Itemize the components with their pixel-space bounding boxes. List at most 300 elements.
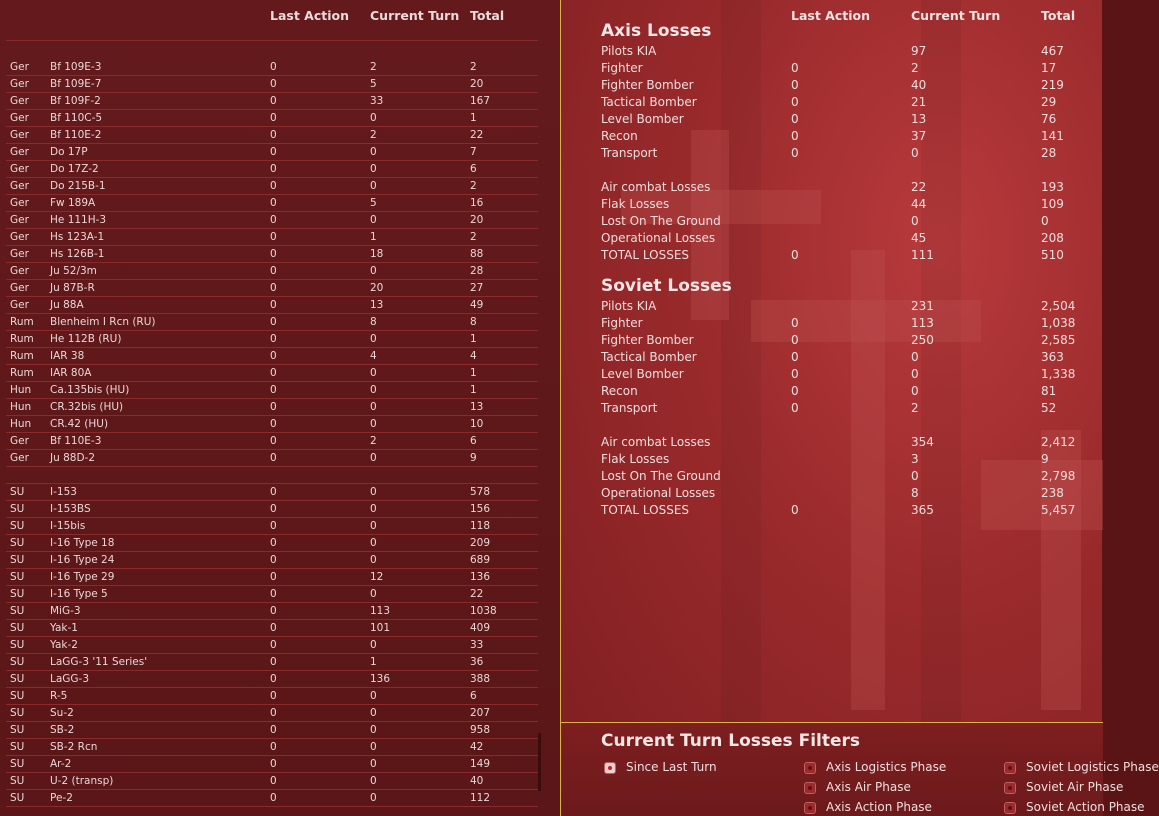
summary-row — [561, 434, 1103, 451]
current-turn-cell: 0 — [370, 384, 377, 396]
last-action-cell: 0 — [270, 639, 277, 651]
radio-button[interactable] — [804, 802, 816, 814]
current-turn-cell: 21 — [911, 95, 927, 109]
aircraft-name-cell: He 112B (RU) — [50, 333, 122, 345]
table-row[interactable] — [6, 279, 538, 297]
total-cell: 149 — [470, 758, 491, 770]
last-action-cell: 0 — [270, 571, 277, 583]
current-turn-cell: 101 — [370, 622, 391, 634]
aircraft-name-cell: Ju 88A — [50, 299, 84, 311]
nationality-cell: Ger — [10, 146, 29, 158]
last-action-cell: 0 — [270, 503, 277, 515]
aircraft-name-cell: Fw 189A — [50, 197, 96, 209]
table-row[interactable] — [6, 296, 538, 314]
aircraft-name-cell: Yak-1 — [50, 622, 78, 634]
current-turn-cell: 354 — [911, 435, 934, 449]
category-label-cell: Fighter — [601, 316, 643, 330]
table-row[interactable] — [6, 415, 538, 433]
current-turn-cell: 37 — [911, 129, 927, 143]
current-turn-cell: 5 — [370, 197, 377, 209]
total-cell: 0 — [1041, 214, 1049, 228]
table-row[interactable] — [6, 568, 538, 586]
current-turn-cell: 22 — [911, 180, 927, 194]
header-current-turn: Current Turn — [911, 8, 1001, 23]
total-cell: 6 — [470, 690, 477, 702]
last-action-cell: 0 — [270, 180, 277, 192]
category-label-cell: TOTAL LOSSES — [601, 248, 690, 262]
nationality-cell: Ger — [10, 180, 29, 192]
category-label-cell: Operational Losses — [601, 231, 716, 245]
summary-row — [561, 94, 1103, 111]
summary-row — [561, 145, 1103, 162]
current-turn-cell: 0 — [370, 112, 377, 124]
total-cell: 510 — [1041, 248, 1064, 262]
current-turn-cell: 2 — [911, 61, 919, 75]
aircraft-name-cell: Bf 109F-2 — [50, 95, 101, 107]
table-row[interactable] — [6, 92, 538, 110]
nationality-cell: Rum — [10, 350, 34, 362]
filter-label: Since Last Turn — [626, 760, 717, 774]
current-turn-cell: 111 — [911, 248, 934, 262]
last-action-cell: 0 — [270, 401, 277, 413]
aircraft-name-cell: He 111H-3 — [50, 214, 107, 226]
aircraft-name-cell: LaGG-3 '11 Series' — [50, 656, 148, 668]
total-cell: 363 — [1041, 350, 1064, 364]
last-action-cell: 0 — [270, 588, 277, 600]
last-action-cell: 0 — [270, 197, 277, 209]
current-turn-cell: 0 — [370, 639, 377, 651]
last-action-cell: 0 — [270, 231, 277, 243]
category-label-cell: Level Bomber — [601, 367, 684, 381]
total-cell: 1 — [470, 112, 477, 124]
aircraft-name-cell: Bf 110C-5 — [50, 112, 103, 124]
last-action-cell: 0 — [270, 775, 277, 787]
current-turn-cell: 0 — [370, 724, 377, 736]
summary-row — [561, 128, 1103, 145]
table-row[interactable] — [6, 653, 538, 671]
nationality-cell: SU — [10, 537, 25, 549]
total-cell: 2,412 — [1041, 435, 1076, 449]
total-cell: 238 — [1041, 486, 1064, 500]
total-cell: 33 — [470, 639, 484, 651]
current-turn-cell: 0 — [370, 418, 377, 430]
aircraft-name-cell: Do 17Z-2 — [50, 163, 99, 175]
summary-row — [561, 111, 1103, 128]
last-action-cell: 0 — [270, 350, 277, 362]
last-action-cell: 0 — [270, 333, 277, 345]
aircraft-name-cell: Su-2 — [50, 707, 74, 719]
total-cell: 76 — [1041, 112, 1057, 126]
total-cell: 109 — [1041, 197, 1064, 211]
total-cell: 52 — [1041, 401, 1057, 415]
summary-row — [561, 451, 1103, 468]
total-cell: 409 — [470, 622, 491, 634]
aircraft-name-cell: Bf 110E-3 — [50, 435, 102, 447]
total-cell: 42 — [470, 741, 484, 753]
current-turn-cell: 0 — [370, 537, 377, 549]
current-turn-cell: 136 — [370, 673, 391, 685]
summary-row — [561, 468, 1103, 485]
radio-button[interactable] — [604, 762, 616, 774]
current-turn-cell: 0 — [370, 588, 377, 600]
nationality-cell: Hun — [10, 384, 32, 396]
nationality-cell: SU — [10, 758, 25, 770]
radio-button[interactable] — [1004, 762, 1016, 774]
aircraft-name-cell: Bf 109E-7 — [50, 78, 102, 90]
table-row[interactable] — [6, 721, 538, 739]
current-turn-cell: 0 — [370, 503, 377, 515]
table-row[interactable] — [6, 347, 538, 365]
table-row[interactable] — [6, 109, 538, 127]
table-row[interactable] — [6, 398, 538, 416]
nationality-cell: Ger — [10, 265, 29, 277]
total-cell: 28 — [470, 265, 484, 277]
last-action-cell: 0 — [270, 656, 277, 668]
last-action-cell: 0 — [270, 690, 277, 702]
summary-row — [561, 332, 1103, 349]
last-action-cell: 0 — [270, 316, 277, 328]
aircraft-name-cell: IAR 80A — [50, 367, 92, 379]
category-label-cell: Lost On The Ground — [601, 214, 721, 228]
last-action-cell: 0 — [791, 95, 799, 109]
total-cell: 88 — [470, 248, 484, 260]
radio-button[interactable] — [1004, 802, 1016, 814]
table-row[interactable] — [6, 772, 538, 790]
filters-title: Current Turn Losses Filters — [601, 731, 861, 751]
table-row[interactable] — [6, 704, 538, 722]
nationality-cell: Ger — [10, 214, 29, 226]
total-cell: 22 — [470, 129, 484, 141]
aircraft-name-cell: I-16 Type 29 — [50, 571, 115, 583]
total-cell: 207 — [470, 707, 491, 719]
table-row[interactable] — [6, 534, 538, 552]
total-cell: 13 — [470, 401, 484, 413]
current-turn-cell: 0 — [370, 707, 377, 719]
nationality-cell: SU — [10, 741, 25, 753]
aircraft-name-cell: Bf 110E-2 — [50, 129, 102, 141]
table-row[interactable] — [6, 636, 538, 654]
current-turn-cell: 0 — [370, 554, 377, 566]
aircraft-name-cell: Ar-2 — [50, 758, 72, 770]
aircraft-name-cell: R-5 — [50, 690, 68, 702]
nationality-cell: SU — [10, 656, 25, 668]
category-label-cell: Flak Losses — [601, 197, 670, 211]
total-cell: 1,038 — [1041, 316, 1076, 330]
current-turn-cell: 231 — [911, 299, 934, 313]
category-label-cell: Pilots KIA — [601, 299, 657, 313]
radio-button[interactable] — [804, 782, 816, 794]
nationality-cell: Ger — [10, 435, 29, 447]
table-row[interactable] — [6, 517, 538, 535]
table-row[interactable] — [6, 262, 538, 280]
nationality-cell: SU — [10, 520, 25, 532]
total-cell: 16 — [470, 197, 484, 209]
category-label-cell: Level Bomber — [601, 112, 684, 126]
total-cell: 36 — [470, 656, 484, 668]
nationality-cell: Rum — [10, 367, 34, 379]
last-action-cell: 0 — [270, 486, 277, 498]
aircraft-name-cell: MiG-3 — [50, 605, 81, 617]
current-turn-cell: 8 — [370, 316, 377, 328]
total-cell: 112 — [470, 792, 491, 804]
table-row[interactable] — [6, 381, 538, 399]
last-action-cell: 0 — [791, 129, 799, 143]
summary-row — [561, 196, 1103, 213]
current-turn-cell: 0 — [370, 520, 377, 532]
current-turn-cell: 0 — [370, 452, 377, 464]
aircraft-name-cell: Yak-2 — [50, 639, 78, 651]
total-cell: 578 — [470, 486, 491, 498]
last-action-cell: 0 — [270, 78, 277, 90]
last-action-cell: 0 — [270, 214, 277, 226]
last-action-cell: 0 — [270, 622, 277, 634]
last-action-cell: 0 — [791, 384, 799, 398]
aircraft-name-cell: Ju 88D-2 — [50, 452, 96, 464]
last-action-cell: 0 — [791, 350, 799, 364]
total-cell: 209 — [470, 537, 491, 549]
current-turn-cell: 0 — [370, 401, 377, 413]
aircraft-name-cell: Do 215B-1 — [50, 180, 106, 192]
aircraft-name-cell: IAR 38 — [50, 350, 85, 362]
last-action-cell: 0 — [270, 282, 277, 294]
last-action-cell: 0 — [791, 146, 799, 160]
last-action-cell: 0 — [270, 146, 277, 158]
nationality-cell: Ger — [10, 452, 29, 464]
last-action-cell: 0 — [270, 418, 277, 430]
table-row[interactable] — [6, 602, 538, 620]
table-row[interactable] — [6, 245, 538, 263]
category-label-cell: Tactical Bomber — [601, 350, 697, 364]
last-action-cell: 0 — [270, 248, 277, 260]
table-row[interactable] — [6, 313, 538, 331]
last-action-cell: 0 — [270, 741, 277, 753]
last-action-cell: 0 — [270, 163, 277, 175]
last-action-cell: 0 — [270, 61, 277, 73]
current-turn-cell: 2 — [911, 401, 919, 415]
total-cell: 388 — [470, 673, 491, 685]
category-label-cell: Air combat Losses — [601, 435, 711, 449]
current-turn-cell: 365 — [911, 503, 934, 517]
total-cell: 5,457 — [1041, 503, 1076, 517]
category-label-cell: Fighter — [601, 61, 643, 75]
filter-label: Axis Air Phase — [826, 780, 911, 794]
nationality-cell: Ger — [10, 163, 29, 175]
total-cell: 49 — [470, 299, 484, 311]
current-turn-cell: 0 — [911, 469, 919, 483]
last-action-cell: 0 — [270, 299, 277, 311]
table-row[interactable] — [6, 177, 538, 195]
table-row[interactable] — [6, 194, 538, 212]
total-cell: 6 — [470, 435, 477, 447]
aircraft-name-cell: SB-2 — [50, 724, 75, 736]
aircraft-name-cell: Hs 123A-1 — [50, 231, 105, 243]
nationality-cell: Ger — [10, 78, 29, 90]
category-label-cell: Transport — [601, 146, 658, 160]
last-action-cell: 0 — [270, 707, 277, 719]
last-action-cell: 0 — [270, 554, 277, 566]
nationality-cell: SU — [10, 588, 25, 600]
nationality-cell: Ger — [10, 112, 29, 124]
table-row[interactable] — [6, 619, 538, 637]
total-cell: 167 — [470, 95, 491, 107]
last-action-cell: 0 — [791, 61, 799, 75]
table-row[interactable] — [6, 670, 538, 688]
nationality-cell: Ger — [10, 197, 29, 209]
aircraft-name-cell: U-2 (transp) — [50, 775, 114, 787]
total-cell: 81 — [1041, 384, 1057, 398]
last-action-cell: 0 — [270, 265, 277, 277]
table-row[interactable] — [6, 449, 538, 467]
nationality-cell: SU — [10, 605, 25, 617]
total-cell: 2 — [470, 61, 477, 73]
total-cell: 1 — [470, 384, 477, 396]
summary-row — [561, 366, 1103, 383]
header-current-turn: Current Turn — [370, 8, 460, 23]
table-row[interactable] — [6, 126, 538, 144]
category-label-cell: Transport — [601, 401, 658, 415]
nationality-cell: Hun — [10, 418, 32, 430]
total-cell: 136 — [470, 571, 491, 583]
summary-row — [561, 349, 1103, 366]
current-turn-cell: 13 — [370, 299, 384, 311]
category-label-cell: Fighter Bomber — [601, 78, 694, 92]
total-cell: 28 — [1041, 146, 1057, 160]
category-label-cell: Air combat Losses — [601, 180, 711, 194]
section-divider — [6, 483, 538, 484]
current-turn-cell: 0 — [370, 333, 377, 345]
aircraft-name-cell: Pe-2 — [50, 792, 73, 804]
last-action-cell: 0 — [270, 673, 277, 685]
table-row[interactable] — [6, 330, 538, 348]
nationality-cell: SU — [10, 792, 25, 804]
table-row[interactable] — [6, 755, 538, 773]
axis-losses-title: Axis Losses — [601, 21, 712, 41]
current-turn-cell: 33 — [370, 95, 384, 107]
last-action-cell: 0 — [791, 367, 799, 381]
total-cell: 208 — [1041, 231, 1064, 245]
table-row[interactable] — [6, 75, 538, 93]
current-turn-cell: 0 — [370, 146, 377, 158]
current-turn-cell: 40 — [911, 78, 927, 92]
total-cell: 20 — [470, 214, 484, 226]
current-turn-cell: 113 — [911, 316, 934, 330]
last-action-cell: 0 — [270, 724, 277, 736]
category-label-cell: Fighter Bomber — [601, 333, 694, 347]
radio-button[interactable] — [1004, 782, 1016, 794]
current-turn-cell: 12 — [370, 571, 384, 583]
last-action-cell: 0 — [270, 605, 277, 617]
aircraft-name-cell: Ju 52/3m — [50, 265, 97, 277]
table-row[interactable] — [6, 211, 538, 229]
last-action-cell: 0 — [270, 129, 277, 141]
filter-label: Axis Action Phase — [826, 800, 932, 814]
current-turn-cell: 0 — [370, 214, 377, 226]
total-cell: 6 — [470, 163, 477, 175]
last-action-cell: 0 — [270, 112, 277, 124]
total-cell: 8 — [470, 316, 477, 328]
table-row[interactable] — [6, 58, 538, 76]
aircraft-name-cell: Ca.135bis (HU) — [50, 384, 130, 396]
total-cell: 193 — [1041, 180, 1064, 194]
soviet-losses-title: Soviet Losses — [601, 276, 732, 296]
category-label-cell: Recon — [601, 384, 638, 398]
table-row[interactable] — [6, 160, 538, 178]
category-label-cell: Operational Losses — [601, 486, 716, 500]
last-action-cell: 0 — [270, 384, 277, 396]
aircraft-name-cell: Blenheim I Rcn (RU) — [50, 316, 156, 328]
current-turn-cell: 2 — [370, 435, 377, 447]
scrollbar[interactable] — [538, 733, 541, 791]
nationality-cell: Ger — [10, 129, 29, 141]
header-total: Total — [1041, 8, 1076, 23]
total-cell: 2 — [470, 180, 477, 192]
table-row[interactable] — [6, 143, 538, 161]
header-total: Total — [470, 8, 505, 23]
nationality-cell: Ger — [10, 282, 29, 294]
aircraft-name-cell: I-16 Type 5 — [50, 588, 108, 600]
aircraft-name-cell: LaGG-3 — [50, 673, 90, 685]
aircraft-name-cell: Do 17P — [50, 146, 88, 158]
total-cell: 958 — [470, 724, 491, 736]
table-row[interactable] — [6, 228, 538, 246]
total-cell: 10 — [470, 418, 484, 430]
table-row[interactable] — [6, 432, 538, 450]
nationality-cell: SU — [10, 571, 25, 583]
losses-summary-panel — [560, 0, 1159, 816]
summary-row — [561, 60, 1103, 77]
table-row[interactable] — [6, 483, 538, 501]
nationality-cell: Ger — [10, 248, 29, 260]
total-cell: 118 — [470, 520, 491, 532]
table-row[interactable] — [6, 789, 538, 807]
summary-row — [561, 400, 1103, 417]
current-turn-cell: 8 — [911, 486, 919, 500]
nationality-cell: SU — [10, 775, 25, 787]
total-cell: 29 — [1041, 95, 1057, 109]
total-cell: 9 — [470, 452, 477, 464]
current-turn-cell: 97 — [911, 44, 927, 58]
current-turn-cell: 0 — [911, 146, 919, 160]
current-turn-cell: 0 — [911, 384, 919, 398]
current-turn-cell: 0 — [911, 350, 919, 364]
current-turn-cell: 0 — [370, 775, 377, 787]
current-turn-cell: 0 — [911, 367, 919, 381]
last-action-cell: 0 — [791, 333, 799, 347]
table-row[interactable] — [6, 687, 538, 705]
nationality-cell: Rum — [10, 316, 34, 328]
table-row[interactable] — [6, 738, 538, 756]
header-last-action: Last Action — [270, 8, 349, 23]
header-last-action: Last Action — [791, 8, 870, 23]
current-turn-cell: 0 — [370, 180, 377, 192]
table-row[interactable] — [6, 364, 538, 382]
radio-button[interactable] — [804, 762, 816, 774]
total-cell: 1 — [470, 333, 477, 345]
last-action-cell: 0 — [270, 792, 277, 804]
aircraft-name-cell: I-153BS — [50, 503, 91, 515]
table-row[interactable] — [6, 551, 538, 569]
total-cell: 7 — [470, 146, 477, 158]
summary-row — [561, 485, 1103, 502]
filters-panel — [561, 722, 1159, 816]
last-action-cell: 0 — [791, 248, 799, 262]
table-row[interactable] — [6, 585, 538, 603]
total-cell: 22 — [470, 588, 484, 600]
nationality-cell: SU — [10, 639, 25, 651]
total-cell: 2,504 — [1041, 299, 1076, 313]
table-row[interactable] — [6, 500, 538, 518]
current-turn-cell: 1 — [370, 231, 377, 243]
